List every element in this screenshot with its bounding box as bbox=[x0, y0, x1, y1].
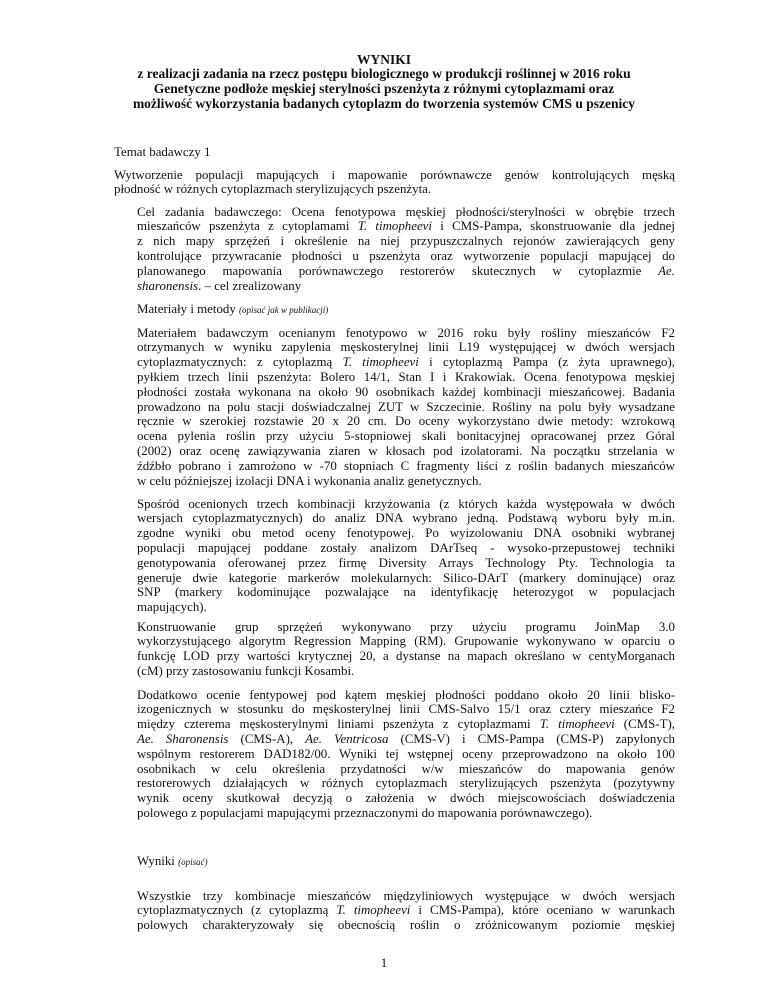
text-segment: prowadzono na polu stacji doświadczalnej ZUT w Szczecinie. Rośliny na polu były wysadzane bbox=[137, 399, 675, 414]
text-segment: między czterema męskosterylnymi liniami pszenżyta z cytoplazmami bbox=[137, 717, 540, 732]
text-line bbox=[137, 444, 675, 459]
text-segment: . – cel zrealizowany bbox=[198, 278, 302, 293]
text-line bbox=[137, 400, 675, 415]
text-line bbox=[137, 355, 675, 370]
text-line bbox=[137, 340, 675, 355]
italic-text: T. timopheevi bbox=[539, 717, 615, 732]
document-subtitle: z realizacji zadania na rzecz postępu biologicznego w produkcji roślinnej w 2016 roku bbox=[137, 66, 631, 82]
text-segment: źdźbło pobrano i zamrożono w -70 stopniach C fragmenty liści z roślin badanych mieszańców bbox=[137, 458, 675, 473]
text-segment: polowego z populacjami mapującymi przeznaczonymi do mapowania porównawczego). bbox=[137, 805, 593, 820]
results-heading bbox=[137, 854, 675, 869]
text-line bbox=[137, 219, 675, 234]
text-segment: planowanego mapowania porównawczego restorerów skutecznych w cytoplazmie bbox=[137, 263, 659, 278]
text-line bbox=[137, 634, 675, 649]
text-line bbox=[137, 459, 675, 474]
text-line bbox=[137, 702, 675, 717]
text-segment: polowych charakteryzowały się obecnością roślin o zróżnicowanym poziomie męskiej bbox=[137, 918, 675, 933]
text-line bbox=[137, 249, 675, 264]
text-line bbox=[137, 264, 675, 279]
text-segment: (cM) przy zastosowaniu funkcji Kosambi. bbox=[137, 663, 355, 678]
text-line bbox=[137, 918, 675, 933]
text-line bbox=[137, 205, 675, 220]
text-line bbox=[137, 854, 675, 869]
additional-evaluation-paragraph bbox=[137, 688, 675, 821]
text-line bbox=[137, 511, 675, 526]
materials-paragraph bbox=[137, 326, 675, 489]
italic-text: T. timopheevi bbox=[336, 903, 411, 918]
text-line bbox=[137, 806, 675, 821]
text-segment: Konstruowanie grup sprzężeń wykonywano przy użyciu programu JoinMap 3.0 bbox=[137, 619, 675, 634]
text-segment: ręcznie w szerokiej rozstawie 20 x 20 cm. Do oceny wykorzystano dwie metody: wzrokową bbox=[137, 414, 675, 429]
text-segment: generuje dwie kategorie markerów molekularnych: Silico-DArT (markery dominujące) oraz bbox=[137, 570, 675, 585]
text-line bbox=[137, 571, 675, 586]
page-number: 1 bbox=[380, 956, 388, 970]
instruction-note: (opisać) bbox=[178, 856, 208, 867]
text-line bbox=[114, 182, 675, 197]
text-line bbox=[137, 497, 675, 512]
text-segment: Wszystkie trzy kombinacje mieszańców międzyliniowych występujące w dwóch wersjach bbox=[137, 888, 675, 903]
text-segment: zgodne wyniki obu metod oceny fenotypowej. Po wyizolowaniu DNA osobniki wybranej bbox=[137, 526, 675, 541]
results-paragraph bbox=[137, 889, 675, 933]
text-line bbox=[137, 732, 675, 747]
text-segment: funkcję LOD przy wartości krytycznej 20, a dystanse na mapach określano w centyMorganach bbox=[137, 649, 675, 664]
text-line bbox=[137, 474, 675, 489]
task-goal-paragraph bbox=[137, 205, 675, 294]
italic-text: Ae. Ventricosa bbox=[305, 731, 389, 746]
text-segment: pyłkiem trzech linii pszenżyta: Bolero 14/1, Stan I i Krakowiak. Ocena fenotypowa męskiej bbox=[137, 369, 675, 384]
text-segment: mieszańców pszenżyta z cytoplamami bbox=[137, 219, 358, 234]
document-header bbox=[60, 53, 708, 112]
document-topic-line-1: Genetyczne podłoże męskiej sterylności pszenżyta z różnymi cytoplazmami oraz bbox=[153, 81, 615, 96]
text-line bbox=[137, 664, 675, 679]
text-line bbox=[137, 903, 675, 918]
text-segment: (CMS-T), bbox=[614, 717, 675, 732]
text-segment: Temat badawczy 1 bbox=[114, 144, 211, 159]
text-segment: mapujących). bbox=[137, 600, 207, 615]
text-segment: (2002) oraz ocenę zawiązywania ziaren w kłosach pod izolatorami. Na początku strzelania w bbox=[137, 443, 675, 458]
italic-text: sharonensis bbox=[137, 278, 199, 293]
text-line bbox=[137, 526, 675, 541]
text-line bbox=[137, 556, 675, 571]
text-line bbox=[137, 234, 675, 249]
text-segment: wspólnym restorerem DAD182/00. Wyniki tej wstępnej oceny przeprowadzono na około 100 bbox=[137, 746, 675, 761]
text-segment: wynik oceny skutkował decyzją o założenia w dwóch miejscowościach doświadczenia bbox=[137, 791, 675, 806]
text-line bbox=[137, 889, 675, 904]
text-segment: w celu późniejszej izolacji DNA i wykonania analiz genetycznych. bbox=[137, 473, 482, 488]
text-segment: osobnikach w celu określenia przydatności w/w mieszańców do mapowania genów bbox=[137, 761, 675, 776]
text-segment: i CMS-Pampa), które oceniano w warunkach bbox=[410, 903, 675, 918]
text-line bbox=[137, 747, 675, 762]
text-segment: i cytoplazmą Pampa (z żyta uprawnego), bbox=[418, 355, 676, 370]
text-line bbox=[137, 762, 675, 777]
text-line bbox=[114, 145, 675, 160]
materials-methods-heading bbox=[137, 302, 675, 317]
text-segment: wersjach cytoplazmatycznych) do analiz DNA wybrano jedną. Podstawą wyboru były m.in. bbox=[137, 511, 675, 526]
text-segment: z nich mapy sprzężeń i określenie na niej przypuszczalnych rejonów zawierających geny bbox=[137, 234, 675, 249]
linkage-mapping-paragraph bbox=[137, 620, 675, 679]
text-line bbox=[137, 717, 675, 732]
italic-text: Ae. bbox=[658, 263, 675, 278]
text-segment: cytoplazmatycznych: z cytoplazmą bbox=[137, 355, 343, 370]
research-topic-description bbox=[114, 168, 675, 198]
dna-analysis-paragraph bbox=[137, 497, 675, 615]
italic-text: T. timopheevi bbox=[357, 219, 432, 234]
instruction-note: (opisać jak w publikacji) bbox=[239, 304, 329, 315]
text-line bbox=[137, 385, 675, 400]
text-segment: genotypowania oferowanej przez firmę Diversity Arrays Technology Pty. Technologia ta bbox=[137, 555, 675, 570]
text-segment: i CMS-Pampa, skonstruowanie dla jednej bbox=[431, 219, 675, 234]
text-segment: SNP (markery kodominujące pozwalające na identyfikację heterozygot w populacjach bbox=[137, 585, 675, 600]
text-line bbox=[137, 688, 675, 703]
text-line bbox=[137, 326, 675, 341]
text-segment: płodność w różnych cytoplazmach sterylizujących pszenżyta. bbox=[114, 182, 432, 197]
text-segment: Spośród ocenionych trzech kombinacji krzyżowania (z których każda występowała w dwóch bbox=[137, 496, 675, 511]
text-segment: otrzymanych w wyniku zapylenia męskosterylnej linii L19 występującej w dwóch wersjach bbox=[137, 340, 675, 355]
text-line bbox=[137, 414, 675, 429]
text-segment: restorerowych działających w różnych cytoplazmach sterylizujących pszenżyta (pozytywny bbox=[137, 776, 675, 791]
text-segment: (CMS-V) i CMS-Pampa (CMS-P) zapylonych bbox=[388, 731, 675, 746]
text-segment: populacji mapującej poddane zostały analizom DArTseq - wysoko-przepustowej techniki bbox=[137, 540, 675, 555]
text-line bbox=[137, 429, 675, 444]
text-segment: (CMS-A), bbox=[228, 731, 306, 746]
italic-text: Ae. Sharonensis bbox=[137, 731, 229, 746]
text-segment: izogenicznych w stosunku do męskosterylnej linii CMS-Salvo 15/1 oraz cztery mieszańce F2 bbox=[137, 702, 675, 717]
document-title: WYNIKI bbox=[356, 51, 411, 67]
text-segment: Wyniki bbox=[137, 853, 179, 868]
text-segment: Materiały i metody bbox=[137, 301, 240, 316]
text-segment: wykorzystującego algorytm Regression Mapping (RM). Grupowanie wykonywano w oparciu o bbox=[137, 634, 675, 649]
text-line bbox=[137, 279, 675, 294]
text-segment: Wytworzenie populacji mapujących i mapowanie porównawcze genów kontrolujących męską bbox=[114, 167, 675, 182]
text-segment: Dodatkowo ocenie fentypowej pod kątem męskiej płodności poddano około 20 linii blisko- bbox=[137, 687, 675, 702]
text-line bbox=[137, 776, 675, 791]
text-segment: Cel zadania badawczego: Ocena fenotypowa męskiej płodności/sterylności w obrębie trzech bbox=[137, 204, 675, 219]
text-line bbox=[137, 370, 675, 385]
text-segment: kontrolujące przywracanie płodności u pszenżyta oraz wytworzenie populacji mapującej do bbox=[137, 248, 675, 263]
text-line bbox=[137, 541, 675, 556]
document-topic-line-2: możliwość wykorzystania badanych cytoplazm do tworzenia systemów CMS u pszenicy bbox=[132, 95, 636, 111]
text-segment: Materiałem badawczym ocenianym fenotypowo w 2016 roku były rośliny mieszańców F2 bbox=[137, 325, 675, 340]
text-line bbox=[114, 168, 675, 183]
research-topic-label bbox=[114, 145, 675, 160]
text-line bbox=[137, 649, 675, 664]
text-line bbox=[137, 620, 675, 635]
text-segment: ocena pylenia roślin przy użyciu 5-stopniowej skali bonitacyjnej opracowanej przez Góral bbox=[137, 429, 675, 444]
text-line bbox=[137, 791, 675, 806]
text-segment: płodności została wykonana na około 90 osobnikach każdej kombinacji mieszańcowej. Badania bbox=[137, 384, 675, 399]
text-segment: cytoplazmatycznych (z cytoplazmą bbox=[137, 903, 337, 918]
italic-text: T. timopheevi bbox=[342, 355, 419, 370]
text-line bbox=[137, 302, 675, 317]
text-line bbox=[137, 600, 675, 615]
text-line bbox=[137, 585, 675, 600]
